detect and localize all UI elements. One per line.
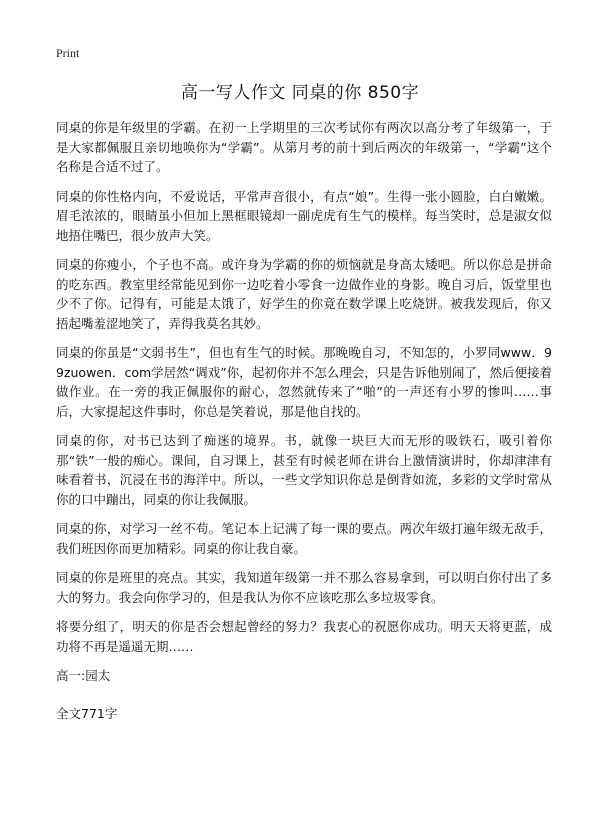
paragraph-6: 同桌的你，对学习一丝不苟。笔记本上记满了每一课的要点。两次年级打遍年级无敌手，我们班因你而更加精彩。同桌的你让我自豪。 <box>56 521 552 556</box>
print-link[interactable]: Print <box>56 46 80 60</box>
paragraph-8: 将要分组了，明天的你是否会想起曾经的努力？我衷心的祝愿你成功。明天天将更蓝，成功将不再是遥遥无期…… <box>56 619 552 654</box>
word-count: 全文771字 <box>56 705 118 721</box>
author-signoff: 高一:园太 <box>56 668 111 683</box>
paragraph-3: 同桌的你瘦小，个子也不高。或许身为学霸的你的烦恼就是身高太矮吧。所以你总是拼命的吃东西。教室里经常能见到你一边吃着小零食一边做作业的身影。晚自习后，饭堂里也少不了你。记得有，可能是太饿了，好学生的你竟在数学课上吃烧饼。被我发现后，你又捂起嘴羞涩地笑了，弄得我莫名其妙。 <box>56 257 552 331</box>
paragraph-2: 同桌的你性格内向，不爱说话，平常声音很小，有点“娘”。生得一张小圆脸，白白嫩嫩。眉毛浓浓的，眼睛虽小但加上黑框眼镜却一副虎虎有生气的模样。每当笑时，总是淑女似地捂住嘴巴，很少放声大笑。 <box>56 188 552 243</box>
paragraph-7: 同桌的你是班里的亮点。其实，我知道年级第一并不那么容易拿到，可以明白你付出了多大的努力。我会向你学习的，但是我认为你不应该吃那么多垃圾零食。 <box>56 570 552 605</box>
article-body <box>56 118 552 723</box>
paragraph-4: 同桌的你虽是“文弱书生”，但也有生气的时候。那晚晚自习，不知怎的，小罗同www．99zuowen．com学居然“调戏”你，起初你并不怎么理会，只是告诉他别闹了，然后便接着做作业。在一旁的我正佩服你的耐心，忽然就传来了“啪”的一声还有小罗的惨叫……事后，大家提起这件事时，你总是笑着说，那是他自找的。 <box>56 345 552 419</box>
article-title: 高一写人作文 同桌的你 850字 <box>180 83 420 103</box>
paragraph-1: 同桌的你是年级里的学霸。在初一上学期里的三次考试你有两次以高分考了年级第一，于是大家都佩服且亲切地唤你为“学霸”。从第月考的前十到后两次的年级第一，“学霸”这个名称是合适不过了。 <box>56 120 552 174</box>
paragraph-5: 同桌的你，对书已达到了痴迷的境界。书，就像一块巨大而无形的吸铁石，吸引着你那“铁”一般的痴心。课间，自习课上，甚至有时候老师在讲台上激情演讲时，你却津津有味看着书，沉浸在书的海洋中。所以，一些文学知识你总是倒背如流，多彩的文学时常从你的口中蹦出，同桌的你让我佩服。 <box>56 433 552 507</box>
